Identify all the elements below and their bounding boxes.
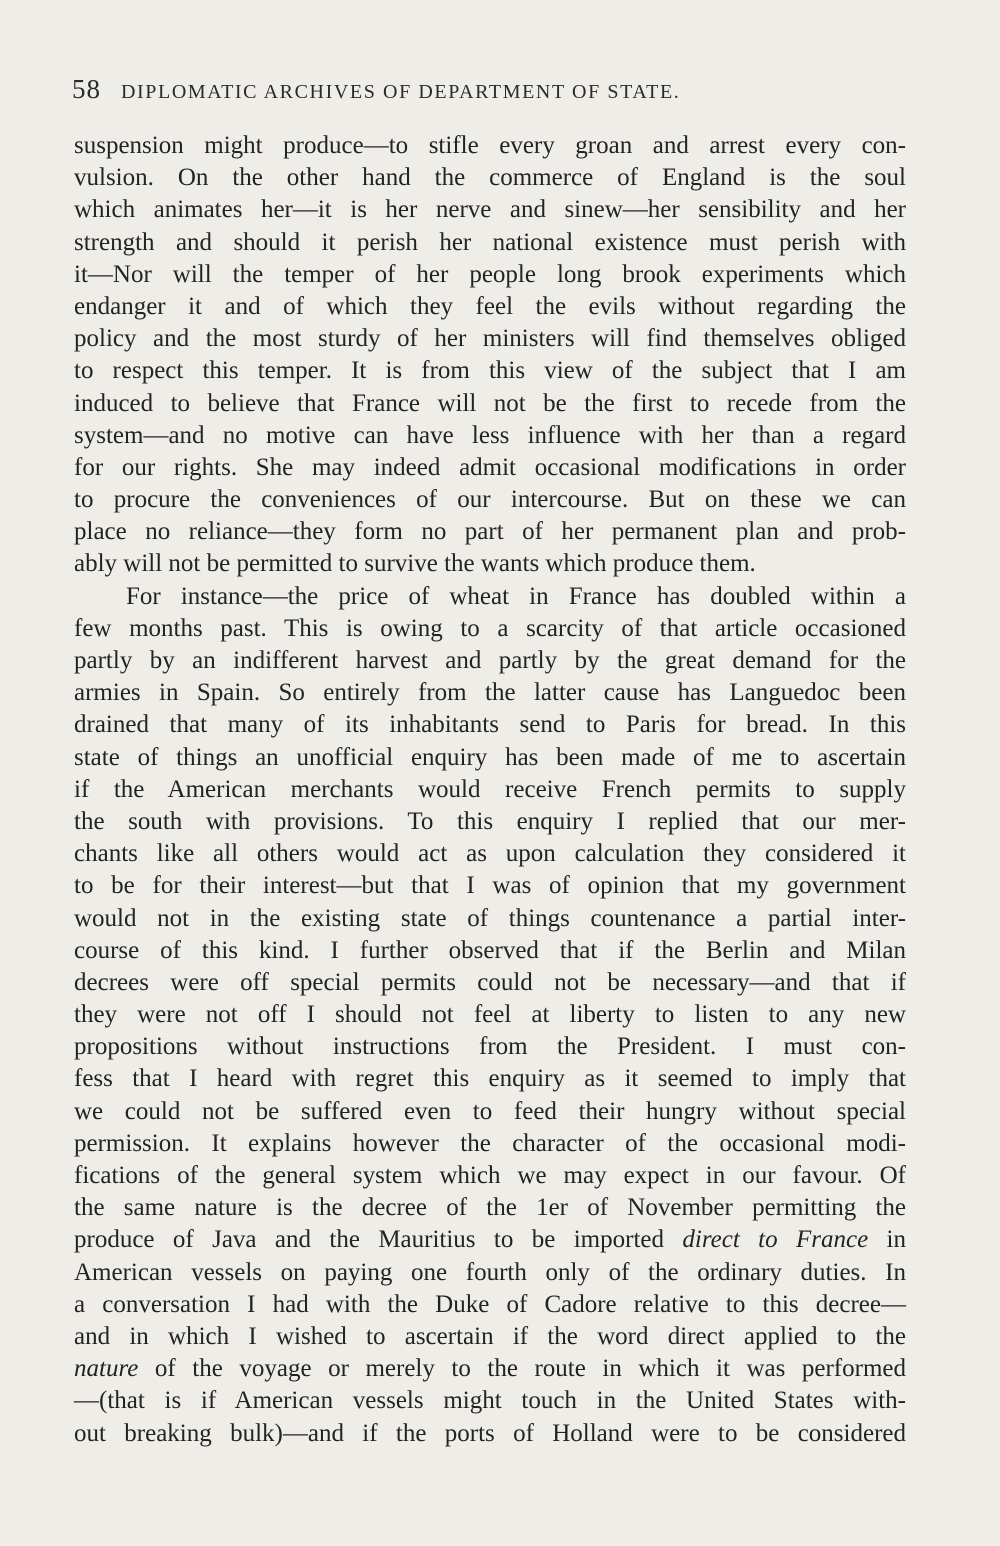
text-line: —(that is if American vessels might touch in the United States with- — [74, 1387, 906, 1415]
running-head: DIPLOMATIC ARCHIVES OF DEPARTMENT OF STATE. — [121, 81, 681, 103]
body-text — [74, 130, 906, 1450]
text-line: would not in the existing state of things countenance a partial inter- — [74, 904, 906, 932]
text-line: few months past. This is owing to a scarcity of that article occasioned — [74, 614, 906, 642]
text-line: state of things an unofficial enquiry has been made of me to ascertain — [74, 743, 906, 771]
text-segment: in — [868, 1226, 907, 1254]
text-line: suspension might produce—to stifle every groan and arrest every con- — [74, 132, 906, 159]
page-number: 58 — [72, 74, 101, 104]
text-line: place no reliance—they form no part of her permanent plan and prob- — [74, 518, 906, 546]
text-line: drained that many of its inhabitants send to Paris for bread. In this — [74, 711, 906, 739]
text-line: to be for their interest—but that I was of opinion that my government — [74, 872, 906, 900]
page-header — [72, 74, 872, 114]
text-line — [74, 1353, 906, 1385]
text-line: ably will not be permitted to survive the wants which produce them. — [74, 550, 756, 578]
text-line: induced to believe that France will not be the first to recede from the — [74, 389, 906, 417]
text-line: decrees were off special permits could not be necessary—and that if — [74, 968, 906, 996]
text-line: partly by an indifferent harvest and partly by the great demand for the — [74, 647, 906, 674]
text-line: American vessels on paying one fourth only of the ordinary duties. In — [74, 1258, 906, 1286]
text-line: we could not be suffered even to feed their hungry without special — [74, 1097, 906, 1125]
text-line: to respect this temper. It is from this view of the subject that I am — [74, 357, 906, 385]
text-line: it—Nor will the temper of her people long brook experiments which — [74, 260, 906, 288]
text-line — [74, 1224, 906, 1256]
text-line: strength and should it perish her national existence must perish with — [74, 228, 906, 256]
text-line: policy and the most sturdy of her ministers will find themselves obliged — [74, 325, 906, 353]
text-line: fess that I heard with regret this enquiry as it seemed to imply that — [74, 1065, 906, 1093]
text-line: propositions without instructions from the President. I must con- — [74, 1033, 906, 1061]
text-line: if the American merchants would receive French permits to supply — [74, 775, 906, 803]
text-line: they were not off I should not feel at liberty to listen to any new — [74, 1001, 906, 1029]
italic-text: nature — [74, 1355, 139, 1383]
italic-text: direct to France — [682, 1226, 869, 1254]
text-line: the south with provisions. To this enquiry I replied that our mer- — [74, 807, 906, 835]
text-segment: of the voyage or merely to the route in which it was performed — [138, 1355, 906, 1383]
text-segment: produce of Java and the Mauritius to be imported — [74, 1226, 683, 1254]
text-line: system—and no motive can have less influence with her than a regard — [74, 421, 906, 449]
text-line: vulsion. On the other hand the commerce of England is the soul — [74, 164, 906, 192]
text-line: out breaking bulk)—and if the ports of Holland were to be considered — [74, 1419, 906, 1447]
text-line: for our rights. She may indeed admit occasional modifications in order — [74, 453, 906, 481]
text-line: For instance—the price of wheat in France has doubled within a — [126, 582, 906, 610]
text-line: a conversation I had with the Duke of Cadore relative to this decree— — [74, 1290, 906, 1318]
text-line: chants like all others would act as upon calculation they considered it — [74, 840, 906, 868]
text-line: permission. It explains however the character of the occasional modi- — [74, 1129, 906, 1157]
text-line: to procure the conveniences of our intercourse. But on these we can — [74, 486, 906, 514]
text-line: course of this kind. I further observed that if the Berlin and Milan — [74, 936, 906, 964]
text-line: and in which I wished to ascertain if the word direct applied to the — [74, 1322, 906, 1350]
text-line: which animates her—it is her nerve and sinew—her sensibility and her — [74, 196, 906, 224]
text-line: the same nature is the decree of the 1er of November permitting the — [74, 1194, 906, 1222]
text-line: endanger it and of which they feel the evils without regarding the — [74, 292, 906, 320]
text-line: fications of the general system which we may expect in our favour. Of — [74, 1162, 906, 1189]
text-line: armies in Spain. So entirely from the latter cause has Languedoc been — [74, 679, 906, 707]
